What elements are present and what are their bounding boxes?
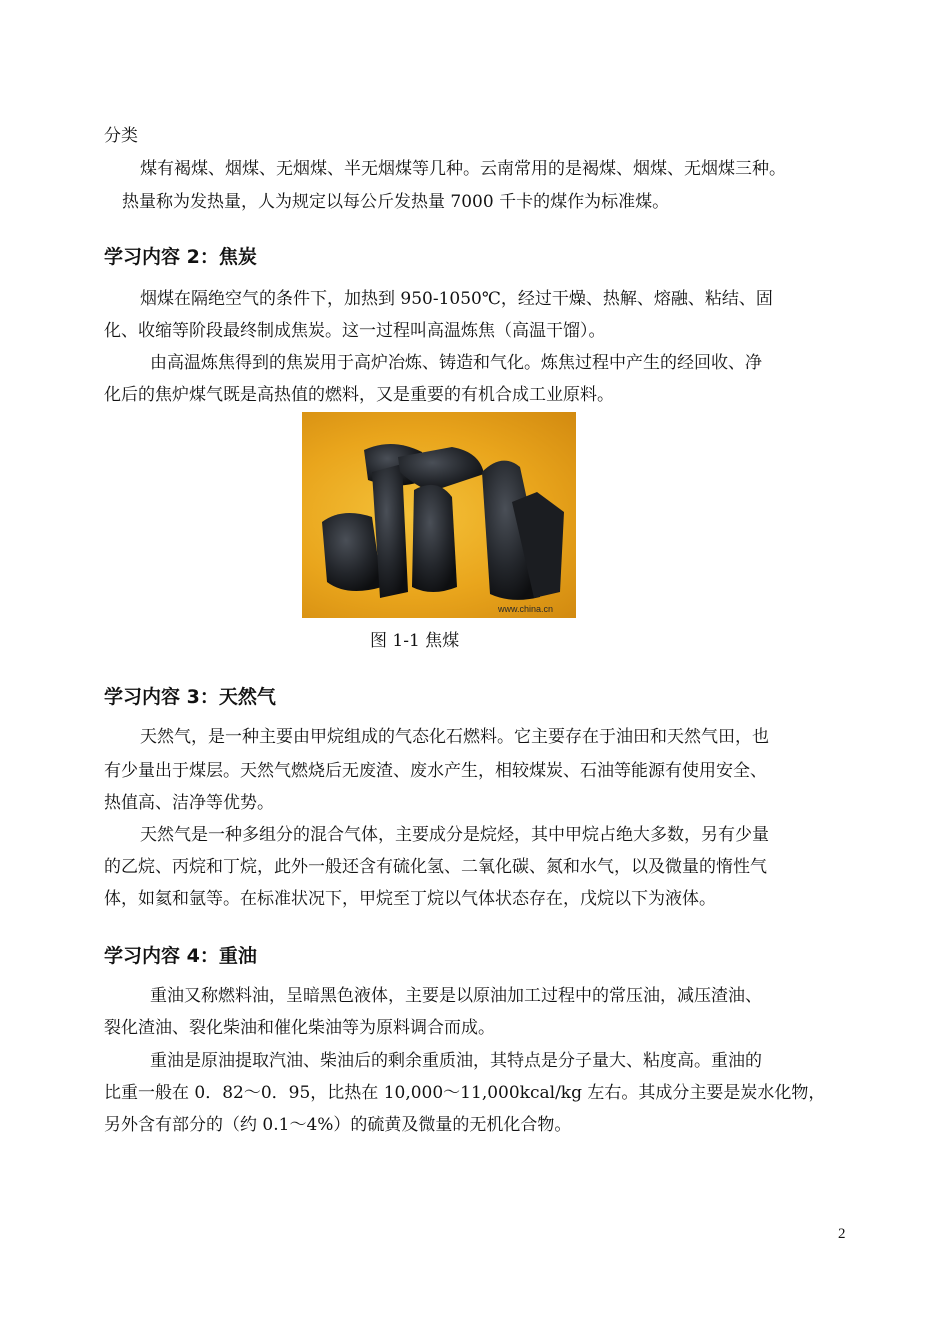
paragraph-line: 烟煤在隔绝空气的条件下，加热到 950-1050℃，经过干燥、热解、熔融、粘结、固: [140, 289, 773, 309]
paragraph-line: 化后的焦炉煤气既是高热值的燃料，又是重要的有机合成工业原料。: [104, 385, 614, 405]
paragraph-line: 煤有褐煤、烟煤、无烟煤、半无烟煤等几种。云南常用的是褐煤、烟煤、无烟煤三种。: [140, 159, 786, 179]
coke-image: [302, 412, 576, 618]
paragraph-line: 比重一般在 0．82～0．95，比热在 10,000～11,000kcal/kg 左右。其成分主要是炭水化物，: [104, 1083, 826, 1103]
paragraph-line: 天然气，是一种主要由甲烷组成的气态化石燃料。它主要存在于油田和天然气田，也: [140, 727, 769, 747]
paragraph-line: 体，如氦和氩等。在标准状况下，甲烷至丁烷以气体状态存在，戊烷以下为液体。: [104, 889, 716, 909]
photo-watermark: www.china.cn: [498, 604, 554, 614]
paragraph-line: 由高温炼焦得到的焦炭用于高炉冶炼、铸造和气化。炼焦过程中产生的经回收、净: [150, 353, 762, 373]
paragraph-line: 热值高、洁净等优势。: [104, 793, 274, 813]
paragraph-line: 分类: [104, 126, 138, 146]
paragraph-line: 另外含有部分的（约 0.1～4%）的硫黄及微量的无机化合物。: [104, 1115, 572, 1135]
figure-caption: 图 1-1 焦煤: [370, 631, 460, 651]
section-heading: 学习内容 3：天然气: [104, 686, 276, 708]
page-number: 2: [838, 1226, 846, 1242]
section-heading: 学习内容 4：重油: [104, 945, 257, 967]
coke-photo: [302, 412, 576, 618]
paragraph-line: 天然气是一种多组分的混合气体，主要成分是烷烃，其中甲烷占绝大多数，另有少量: [140, 825, 769, 845]
paragraph-line: 化、收缩等阶段最终制成焦炭。这一过程叫高温炼焦（高温干馏）。: [104, 321, 606, 341]
paragraph-line: 有少量出于煤层。天然气燃烧后无废渣、废水产生，相较煤炭、石油等能源有使用安全、: [104, 761, 767, 781]
section-heading: 学习内容 2：焦炭: [104, 246, 257, 268]
paragraph-line: 热量称为发热量，人为规定以每公斤发热量 7000 千卡的煤作为标准煤。: [122, 192, 670, 212]
paragraph-line: 重油又称燃料油，呈暗黑色液体，主要是以原油加工过程中的常压油，减压渣油、: [150, 986, 762, 1006]
paragraph-line: 重油是原油提取汽油、柴油后的剩余重质油，其特点是分子量大、粘度高。重油的: [150, 1051, 762, 1071]
paragraph-line: 的乙烷、丙烷和丁烷，此外一般还含有硫化氢、二氧化碳、氮和水气，以及微量的惰性气: [104, 857, 767, 877]
paragraph-line: 裂化渣油、裂化柴油和催化柴油等为原料调合而成。: [104, 1018, 495, 1038]
